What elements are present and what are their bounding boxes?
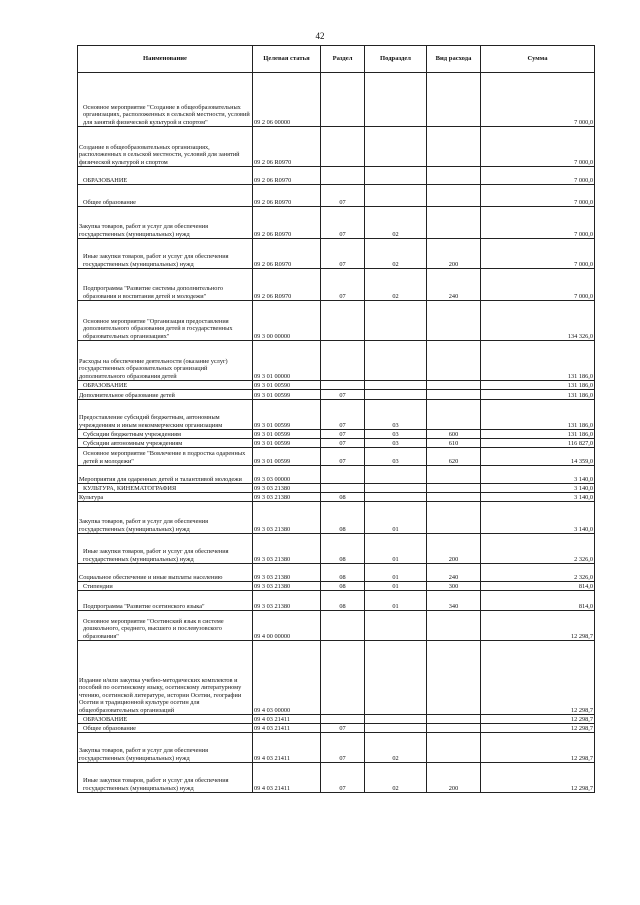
row-sum-cell: 134 326,0 <box>481 301 595 341</box>
header-target-article: Целевая статья <box>253 46 321 73</box>
row-section-cell: 08 <box>321 582 365 591</box>
row-subsection-cell <box>365 715 427 724</box>
row-section-cell: 07 <box>321 390 365 400</box>
table-row <box>78 185 595 207</box>
row-subsection-cell: 02 <box>365 239 427 269</box>
row-expense-type-cell <box>427 167 481 185</box>
row-name-cell: Субсидии автономным учреждениям <box>78 439 253 448</box>
row-expense-type-cell <box>427 341 481 381</box>
row-section-cell: 08 <box>321 564 365 582</box>
row-section-cell: 07 <box>321 269 365 301</box>
row-expense-type-cell <box>427 493 481 502</box>
row-code-cell: 09 4 03 21411 <box>253 733 321 763</box>
row-sum-cell: 3 140,0 <box>481 493 595 502</box>
row-sum-cell: 12 298,7 <box>481 724 595 733</box>
row-section-cell: 07 <box>321 724 365 733</box>
row-name-cell: Предоставление субсидий бюджетным, автономным учреждениям и иным некоммерческим организациям <box>78 400 253 430</box>
row-name-cell: Культура <box>78 493 253 502</box>
row-expense-type-cell <box>427 390 481 400</box>
table-row <box>78 381 595 390</box>
table-row <box>78 591 595 611</box>
table-row <box>78 733 595 763</box>
row-expense-type-cell <box>427 127 481 167</box>
row-subsection-cell <box>365 611 427 641</box>
row-code-cell: 09 3 03 21380 <box>253 484 321 493</box>
row-section-cell <box>321 301 365 341</box>
row-section-cell: 07 <box>321 207 365 239</box>
row-expense-type-cell: 200 <box>427 239 481 269</box>
page-number: 42 <box>315 31 325 41</box>
row-code-cell: 09 2 06 R0970 <box>253 127 321 167</box>
table-row <box>78 341 595 381</box>
row-expense-type-cell <box>427 381 481 390</box>
table-row <box>78 466 595 484</box>
row-name-cell: Иные закупки товаров, работ и услуг для обеспечения государственных (муниципальных) нужд <box>78 763 253 793</box>
row-expense-type-cell <box>427 641 481 715</box>
row-sum-cell: 131 186,0 <box>481 400 595 430</box>
row-name-cell: Основное мероприятие "Создание в общеобразовательных организациях, расположенных в сельской местности, условий для занятий физической культурой и спортом" <box>78 73 253 127</box>
row-section-cell: 07 <box>321 185 365 207</box>
row-subsection-cell <box>365 724 427 733</box>
row-name-cell: Иные закупки товаров, работ и услуг для обеспечения государственных (муниципальных) нужд <box>78 534 253 564</box>
row-subsection-cell: 03 <box>365 448 427 466</box>
table-row <box>78 564 595 582</box>
row-subsection-cell <box>365 466 427 484</box>
row-name-cell: Иные закупки товаров, работ и услуг для обеспечения государственных (муниципальных) нужд <box>78 239 253 269</box>
row-name-cell: Расходы на обеспечение деятельности (оказание услуг) государственных образовательных организаций дополнительного образования детей <box>78 341 253 381</box>
row-code-cell: 09 2 06 R0970 <box>253 269 321 301</box>
row-subsection-cell <box>365 390 427 400</box>
row-subsection-cell <box>365 641 427 715</box>
row-code-cell: 09 3 01 00599 <box>253 430 321 439</box>
row-code-cell: 09 3 03 21380 <box>253 534 321 564</box>
table-row <box>78 493 595 502</box>
table-row <box>78 484 595 493</box>
row-name-cell: Подпрограмма "Развитие осетинского языка" <box>78 591 253 611</box>
row-sum-cell: 7 000,0 <box>481 73 595 127</box>
row-code-cell: 09 2 06 R0970 <box>253 167 321 185</box>
row-sum-cell: 7 000,0 <box>481 269 595 301</box>
budget-table <box>77 45 595 793</box>
row-code-cell: 09 3 01 00000 <box>253 341 321 381</box>
row-subsection-cell <box>365 484 427 493</box>
row-name-cell: Общее образование <box>78 724 253 733</box>
header-subsection: Подраздел <box>365 46 427 73</box>
row-expense-type-cell <box>427 484 481 493</box>
row-section-cell <box>321 167 365 185</box>
row-code-cell: 09 3 00 00000 <box>253 301 321 341</box>
row-expense-type-cell <box>427 733 481 763</box>
row-code-cell: 09 3 01 00599 <box>253 448 321 466</box>
row-name-cell: Подпрограмма "Развитие системы дополнительного образования и воспитания детей и молодежи" <box>78 269 253 301</box>
row-subsection-cell <box>365 127 427 167</box>
row-sum-cell: 7 000,0 <box>481 167 595 185</box>
table-row <box>78 400 595 430</box>
row-sum-cell: 7 000,0 <box>481 127 595 167</box>
row-section-cell: 07 <box>321 439 365 448</box>
row-name-cell: Закупка товаров, работ и услуг для обеспечения государственных (муниципальных) нужд <box>78 733 253 763</box>
row-section-cell: 07 <box>321 239 365 269</box>
row-sum-cell: 12 298,7 <box>481 715 595 724</box>
table-row <box>78 73 595 127</box>
row-subsection-cell: 01 <box>365 591 427 611</box>
row-code-cell: 09 4 03 00000 <box>253 641 321 715</box>
row-code-cell: 09 3 01 00599 <box>253 400 321 430</box>
row-name-cell: ОБРАЗОВАНИЕ <box>78 167 253 185</box>
table-row <box>78 390 595 400</box>
row-code-cell: 09 3 03 21380 <box>253 502 321 534</box>
table-row <box>78 763 595 793</box>
table-row <box>78 582 595 591</box>
table-row <box>78 127 595 167</box>
row-sum-cell: 2 326,0 <box>481 534 595 564</box>
row-section-cell <box>321 611 365 641</box>
row-sum-cell: 7 000,0 <box>481 185 595 207</box>
table-row <box>78 641 595 715</box>
row-expense-type-cell <box>427 301 481 341</box>
table-row <box>78 502 595 534</box>
row-name-cell: Закупка товаров, работ и услуг для обеспечения государственных (муниципальных) нужд <box>78 502 253 534</box>
row-code-cell: 09 3 01 00599 <box>253 390 321 400</box>
row-code-cell: 09 2 06 00000 <box>253 73 321 127</box>
row-name-cell: Основное мероприятие "Вовлечение в подростка одаренных детей и молодежи" <box>78 448 253 466</box>
row-sum-cell: 131 186,0 <box>481 430 595 439</box>
header-expense-type: Вид расхода <box>427 46 481 73</box>
row-code-cell: 09 4 03 21411 <box>253 715 321 724</box>
row-section-cell <box>321 341 365 381</box>
row-sum-cell: 131 186,0 <box>481 390 595 400</box>
row-sum-cell: 14 359,0 <box>481 448 595 466</box>
row-expense-type-cell: 600 <box>427 430 481 439</box>
row-name-cell: Издание и/или закупка учебно-методических комплектов и пособий по осетинскому языку, осетинскому литературному чтению, осетинской литературе, истории Осетии, географии Осетии и традиционной культуре осетин для общеобразовательных организаций <box>78 641 253 715</box>
row-name-cell: Социальное обеспечение и иные выплаты населению <box>78 564 253 582</box>
row-section-cell: 08 <box>321 493 365 502</box>
row-sum-cell: 814,0 <box>481 591 595 611</box>
row-subsection-cell: 02 <box>365 733 427 763</box>
row-section-cell: 08 <box>321 534 365 564</box>
row-expense-type-cell: 300 <box>427 582 481 591</box>
row-section-cell: 07 <box>321 733 365 763</box>
row-code-cell: 09 3 01 00590 <box>253 381 321 390</box>
row-subsection-cell <box>365 341 427 381</box>
row-code-cell: 09 2 06 R0970 <box>253 185 321 207</box>
row-expense-type-cell <box>427 207 481 239</box>
row-sum-cell: 3 140,0 <box>481 484 595 493</box>
row-section-cell <box>321 484 365 493</box>
table-row <box>78 439 595 448</box>
header-section: Раздел <box>321 46 365 73</box>
row-section-cell <box>321 466 365 484</box>
row-code-cell: 09 2 06 R0970 <box>253 239 321 269</box>
row-sum-cell: 3 140,0 <box>481 466 595 484</box>
row-section-cell: 08 <box>321 502 365 534</box>
row-subsection-cell: 03 <box>365 430 427 439</box>
row-name-cell: ОБРАЗОВАНИЕ <box>78 381 253 390</box>
row-name-cell: Создание в общеобразовательных организациях, расположенных в сельской местности, условий для занятий физической культурой и спортом <box>78 127 253 167</box>
row-expense-type-cell: 240 <box>427 269 481 301</box>
row-subsection-cell: 02 <box>365 763 427 793</box>
row-sum-cell: 2 326,0 <box>481 564 595 582</box>
table-row <box>78 167 595 185</box>
row-code-cell: 09 3 01 00599 <box>253 439 321 448</box>
row-subsection-cell <box>365 167 427 185</box>
row-expense-type-cell <box>427 715 481 724</box>
table-row <box>78 430 595 439</box>
row-name-cell: КУЛЬТУРА, КИНЕМАТОГРАФИЯ <box>78 484 253 493</box>
row-expense-type-cell <box>427 502 481 534</box>
row-name-cell: Стипендии <box>78 582 253 591</box>
row-code-cell: 09 3 03 21380 <box>253 493 321 502</box>
row-sum-cell: 814,0 <box>481 582 595 591</box>
row-name-cell: Субсидии бюджетным учреждениям <box>78 430 253 439</box>
row-subsection-cell: 01 <box>365 502 427 534</box>
row-subsection-cell: 03 <box>365 439 427 448</box>
row-subsection-cell: 02 <box>365 207 427 239</box>
row-name-cell: Общее образование <box>78 185 253 207</box>
row-section-cell <box>321 73 365 127</box>
row-name-cell: Мероприятия для одаренных детей и талантливой молодежи <box>78 466 253 484</box>
row-subsection-cell: 01 <box>365 534 427 564</box>
table-row <box>78 715 595 724</box>
row-expense-type-cell <box>427 185 481 207</box>
table-row <box>78 301 595 341</box>
row-code-cell: 09 4 00 00000 <box>253 611 321 641</box>
table-row <box>78 207 595 239</box>
row-section-cell: 07 <box>321 448 365 466</box>
row-section-cell: 07 <box>321 400 365 430</box>
row-expense-type-cell: 610 <box>427 439 481 448</box>
row-subsection-cell: 03 <box>365 400 427 430</box>
row-sum-cell: 7 000,0 <box>481 239 595 269</box>
row-sum-cell: 12 298,7 <box>481 641 595 715</box>
row-expense-type-cell: 620 <box>427 448 481 466</box>
row-subsection-cell <box>365 185 427 207</box>
row-sum-cell: 131 186,0 <box>481 341 595 381</box>
row-section-cell <box>321 641 365 715</box>
row-sum-cell: 12 298,7 <box>481 733 595 763</box>
row-expense-type-cell: 240 <box>427 564 481 582</box>
table-row <box>78 534 595 564</box>
row-section-cell <box>321 715 365 724</box>
row-expense-type-cell <box>427 400 481 430</box>
row-section-cell: 08 <box>321 591 365 611</box>
row-section-cell: 07 <box>321 763 365 793</box>
table-row <box>78 724 595 733</box>
row-sum-cell: 12 298,7 <box>481 611 595 641</box>
row-subsection-cell <box>365 381 427 390</box>
row-subsection-cell <box>365 301 427 341</box>
table-header-row <box>78 46 595 73</box>
row-code-cell: 09 3 03 21380 <box>253 564 321 582</box>
table-row <box>78 448 595 466</box>
row-sum-cell: 116 827,0 <box>481 439 595 448</box>
row-subsection-cell: 01 <box>365 582 427 591</box>
row-sum-cell: 3 140,0 <box>481 502 595 534</box>
table-body <box>78 73 595 793</box>
header-name: Наименование <box>78 46 253 73</box>
row-expense-type-cell <box>427 611 481 641</box>
row-name-cell: Закупка товаров, работ и услуг для обеспечения государственных (муниципальных) нужд <box>78 207 253 239</box>
row-subsection-cell: 02 <box>365 269 427 301</box>
row-sum-cell: 12 298,7 <box>481 763 595 793</box>
row-subsection-cell <box>365 73 427 127</box>
row-expense-type-cell: 200 <box>427 534 481 564</box>
row-expense-type-cell <box>427 724 481 733</box>
table-row <box>78 611 595 641</box>
row-name-cell: Основное мероприятие "Организация предоставления дополнительного образования детей в государственных образовательных организациях" <box>78 301 253 341</box>
header-sum: Сумма <box>481 46 595 73</box>
row-sum-cell: 7 000,0 <box>481 207 595 239</box>
row-sum-cell: 131 186,0 <box>481 381 595 390</box>
table-row <box>78 239 595 269</box>
row-expense-type-cell <box>427 73 481 127</box>
row-expense-type-cell: 200 <box>427 763 481 793</box>
row-code-cell: 09 4 03 21411 <box>253 763 321 793</box>
row-section-cell: 07 <box>321 430 365 439</box>
row-code-cell: 09 2 06 R0970 <box>253 207 321 239</box>
row-name-cell: ОБРАЗОВАНИЕ <box>78 715 253 724</box>
row-code-cell: 09 3 03 21380 <box>253 591 321 611</box>
row-name-cell: Дополнительное образование детей <box>78 390 253 400</box>
row-code-cell: 09 3 03 00000 <box>253 466 321 484</box>
row-section-cell <box>321 127 365 167</box>
row-name-cell: Основное мероприятие "Осетинский язык в системе дошкольного, среднего, высшего и послевузовского образования" <box>78 611 253 641</box>
row-expense-type-cell <box>427 466 481 484</box>
row-code-cell: 09 4 03 21411 <box>253 724 321 733</box>
table-row <box>78 269 595 301</box>
row-subsection-cell <box>365 493 427 502</box>
row-expense-type-cell: 340 <box>427 591 481 611</box>
row-code-cell: 09 3 03 21380 <box>253 582 321 591</box>
row-section-cell <box>321 381 365 390</box>
row-subsection-cell: 01 <box>365 564 427 582</box>
